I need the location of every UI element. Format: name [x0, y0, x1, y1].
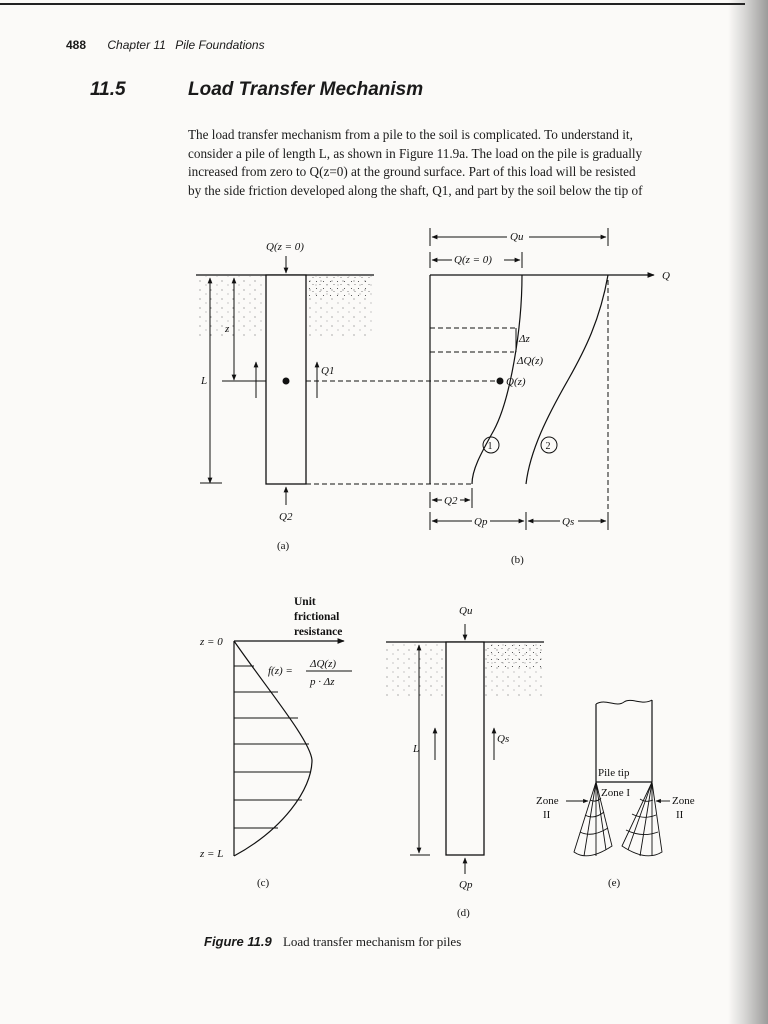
label-zone-2-right-2: II — [676, 809, 684, 821]
figure-caption — [204, 934, 461, 950]
label-curve-2: 2 — [545, 441, 551, 452]
figure-label: Figure 11.9 — [204, 934, 272, 949]
panel-d — [386, 605, 544, 919]
label-dz: Δz — [519, 333, 530, 345]
panel-label-b: (b) — [511, 554, 524, 566]
label-unit-3: resistance — [294, 626, 343, 638]
label-qs-b: Qs — [562, 516, 575, 528]
label-depth-a: z — [225, 323, 230, 335]
panel-label-d: (d) — [457, 907, 470, 919]
chapter-label: Chapter 11 — [107, 38, 166, 52]
section-title: Load Transfer Mechanism — [188, 79, 424, 100]
label-qz0-b: Q(z = 0) — [454, 254, 492, 266]
label-length-a: L — [201, 375, 208, 387]
label-zone-2-left-1: Zone — [536, 795, 559, 807]
paragraph-line: The load transfer mechanism from a pile to the soil is complicated. To understand it, — [188, 127, 633, 142]
formula-lhs: f(z) = — [268, 665, 293, 677]
label-q2-a: Q2 — [279, 511, 293, 523]
panel-label-a: (a) — [277, 540, 290, 552]
label-unit-1: Unit — [294, 596, 316, 608]
label-zl: z = L — [200, 848, 224, 860]
formula-numerator: ΔQ(z) — [310, 658, 337, 670]
label-qz: Q(z) — [506, 376, 526, 388]
label-length-d: L — [413, 743, 420, 755]
panel-e — [536, 700, 695, 889]
figure-caption-text: Load transfer mechanism for piles — [282, 934, 462, 949]
label-q2-b: Q2 — [444, 495, 458, 507]
paragraph-line: increased from zero to Q(z=0) at the ground surface. Part of this load will be resisted — [188, 164, 636, 179]
panel-a — [196, 241, 374, 552]
part-title: Pile Foundations — [175, 38, 265, 52]
label-qs-d: Qs — [497, 733, 510, 745]
label-qu-d: Qu — [459, 605, 473, 617]
label-q-axis: Q — [662, 270, 670, 282]
label-qp-b: Qp — [474, 516, 488, 528]
panel-label-e: (e) — [608, 877, 621, 889]
label-z0: z = 0 — [200, 636, 223, 648]
panel-c — [199, 596, 352, 889]
paragraph-line: by the side friction developed along the shaft, Q1, and part by the soil below the tip of — [188, 182, 643, 198]
label-qu-b: Qu — [510, 231, 524, 243]
panel-b — [430, 228, 670, 566]
curve-2 — [526, 275, 608, 484]
label-qp-d: Qp — [459, 879, 473, 891]
label-unit-2: frictional — [294, 611, 340, 623]
label-qz0-a: Q(z = 0) — [266, 241, 304, 253]
section-number: 11.5 — [90, 79, 126, 100]
label-dqz: ΔQ(z) — [517, 355, 544, 367]
label-zone-2-right-1: Zone — [672, 795, 695, 807]
formula-denominator: p · Δz — [310, 676, 335, 688]
page-number: 488 — [66, 38, 87, 52]
panel-label-c: (c) — [257, 877, 270, 889]
label-q1-a: Q1 — [321, 365, 335, 377]
paragraph-line: consider a pile of length L, as shown in Figure 11.9a. The load on the pile is gradually — [188, 145, 643, 161]
label-curve-1: 1 — [487, 441, 493, 452]
label-zone-1: Zone I — [601, 787, 631, 799]
pile-shaft-d — [446, 642, 484, 855]
label-pile-tip: Pile tip — [598, 767, 630, 779]
label-zone-2-left-2: II — [543, 809, 551, 821]
